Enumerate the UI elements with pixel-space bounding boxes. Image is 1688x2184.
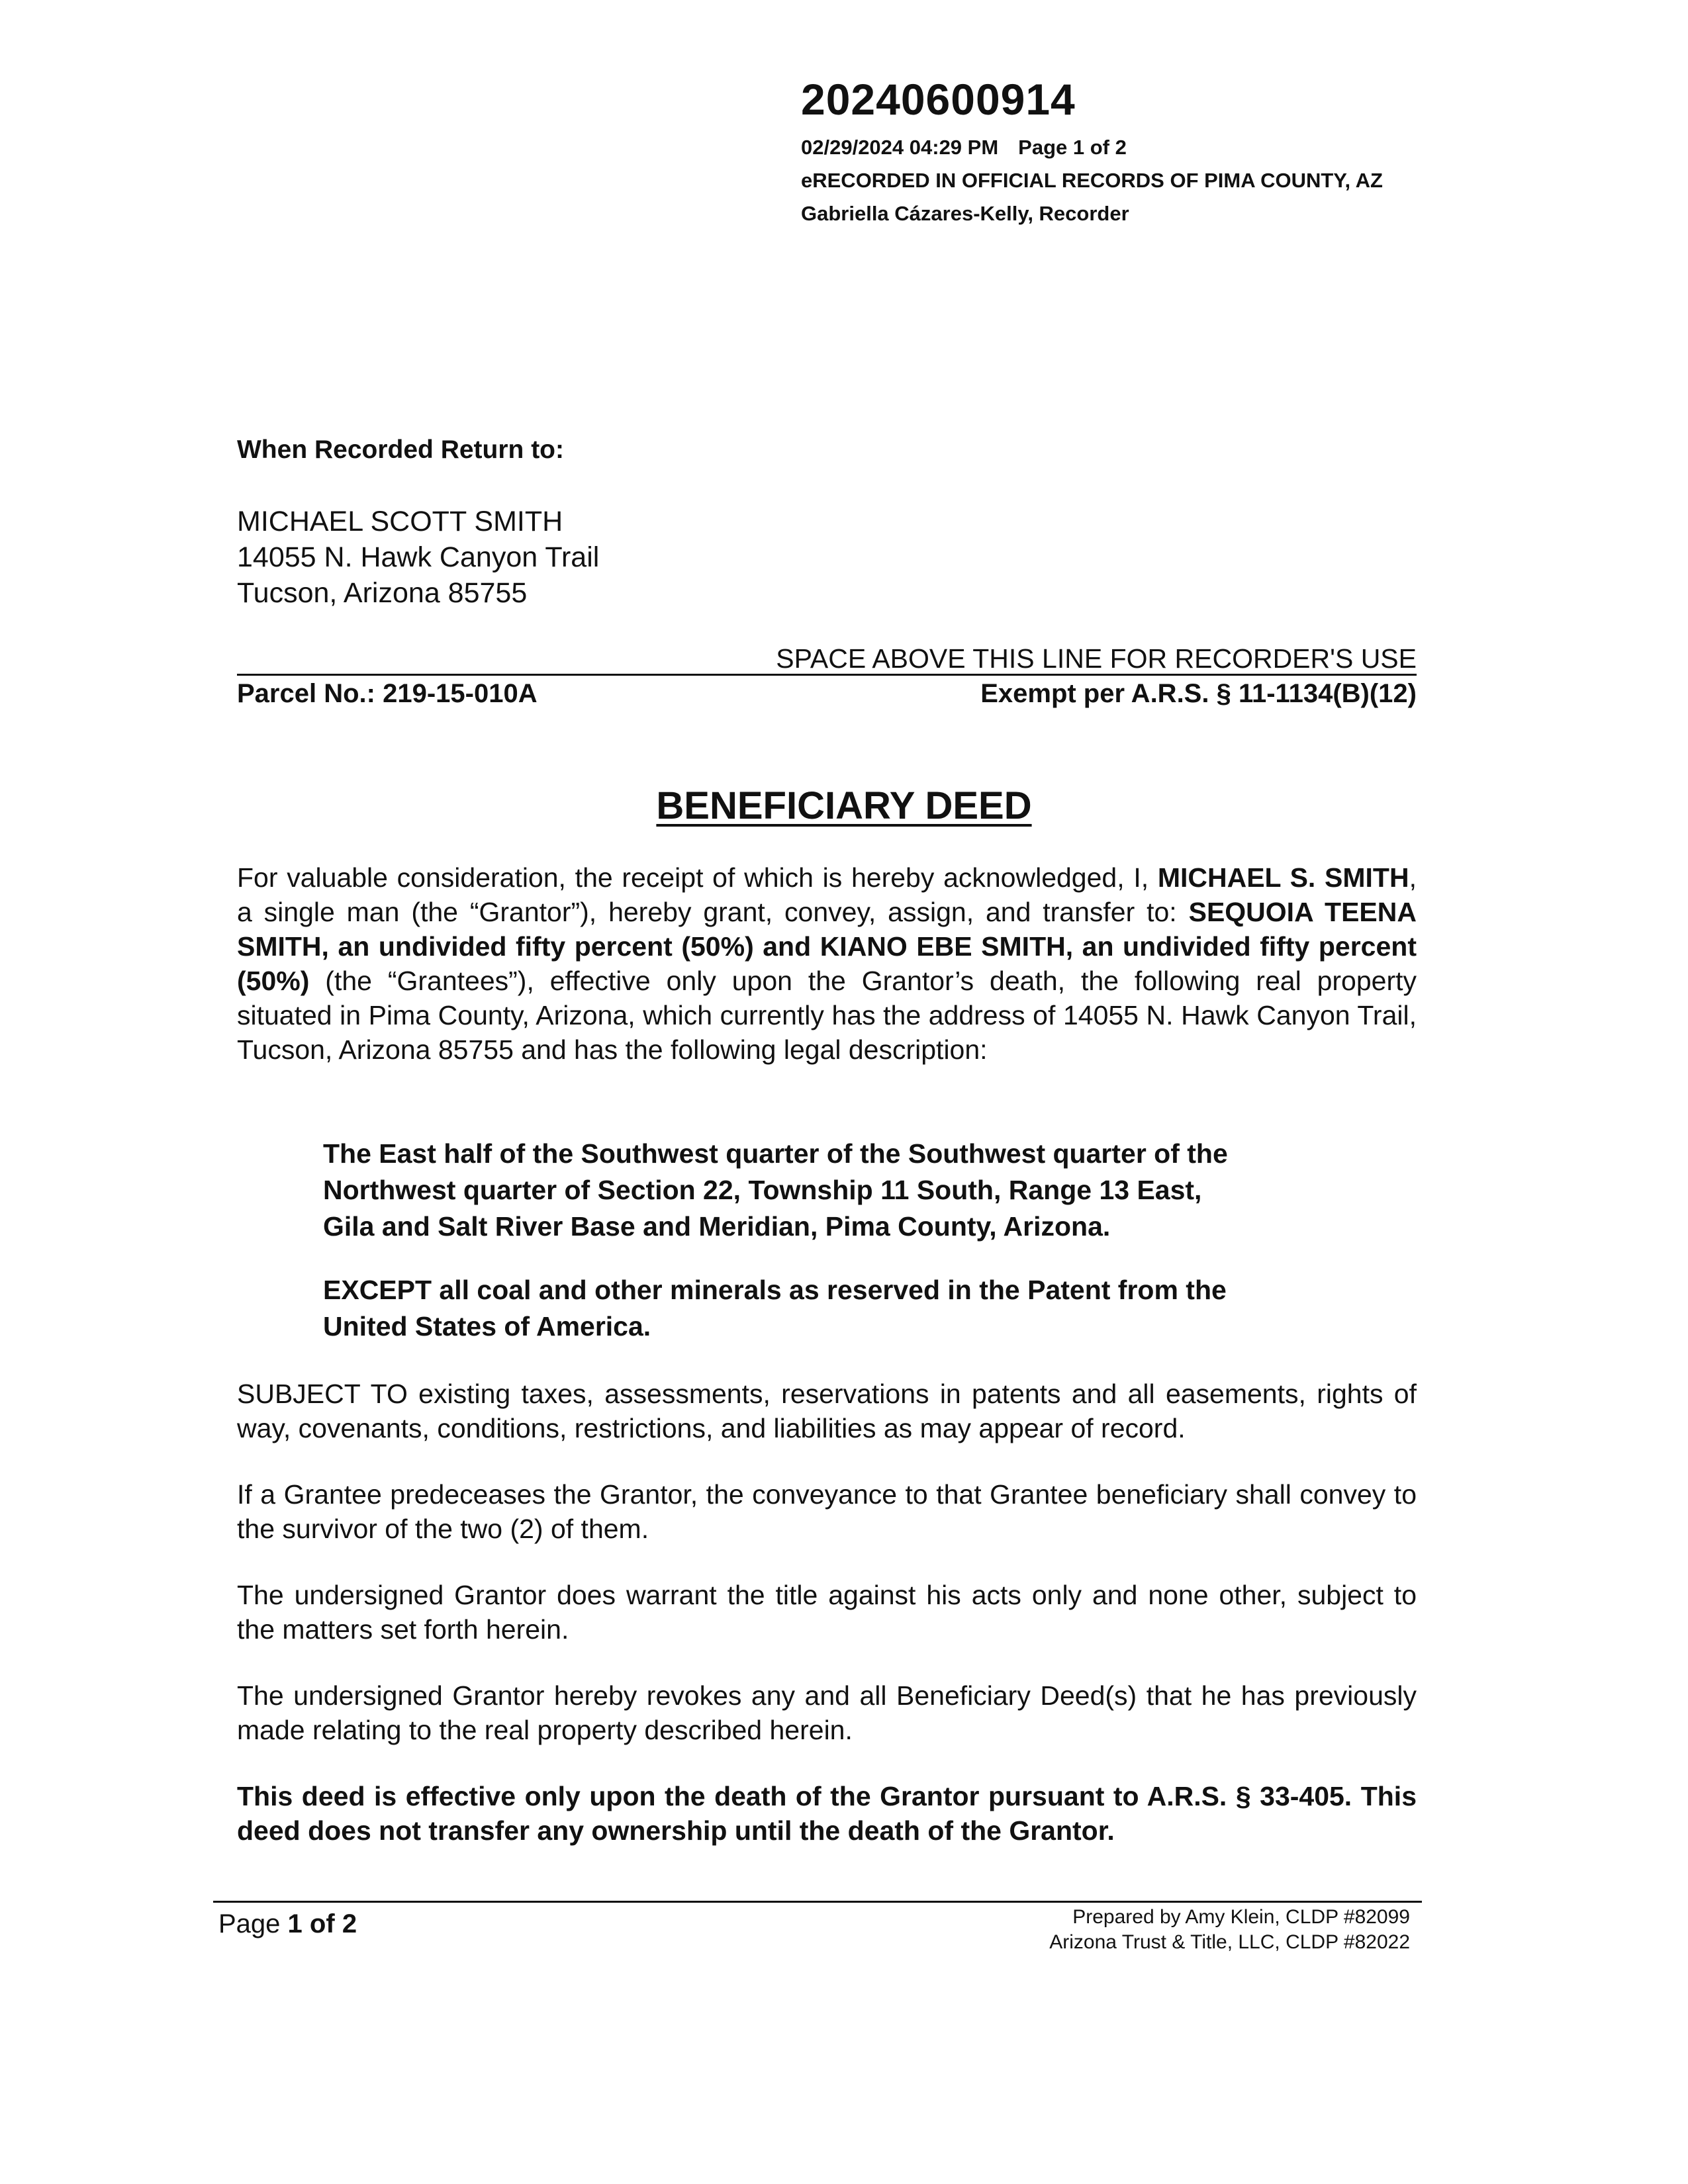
recording-recorder: Gabriella Cázares-Kelly, Recorder xyxy=(801,202,1129,225)
parcel-number: Parcel No.: 219-15-010A xyxy=(237,679,538,708)
revocation-paragraph: The undersigned Grantor hereby revokes any and all Beneficiary Deed(s) that he has previously made relating to the real property described herein. xyxy=(237,1680,1417,1745)
grant-text-2: , a single man (the “Grantor”), hereby grant, convey, assign, and transfer to: xyxy=(237,862,1417,927)
mineral-exception xyxy=(323,1272,1395,1345)
legal-line-2: Northwest quarter of Section 22, Township 11 South, Range 13 East, xyxy=(323,1175,1202,1205)
page-number xyxy=(218,1909,357,1939)
page-total: 2 xyxy=(342,1909,357,1938)
grant-text-1: For valuable consideration, the receipt of which is hereby acknowledged, I, xyxy=(237,862,1158,893)
recording-erecorded: eRECORDED IN OFFICIAL RECORDS OF PIMA COUNTY, AZ xyxy=(801,169,1383,192)
grant-paragraph xyxy=(237,860,1417,1067)
grant-text-3: (the “Grantees”), effective only upon the Grantor’s death, the following real property situated in Pima County, Arizona, which currently has the address of 14055 N. Hawk Canyon Trail, Tucson, Arizona 85755 and has the following legal description: xyxy=(237,966,1417,1065)
grantees: SEQUOIA TEENA SMITH, an undivided fifty percent (50%) and KIANO EBE SMITH, an undivided fifty percent (50%) xyxy=(237,897,1417,996)
subject-to-paragraph: SUBJECT TO existing taxes, assessments, reservations in patents and all easements, rights of way, covenants, conditions, restrictions, and liabilities as may appear of record. xyxy=(237,1379,1417,1443)
prepared-by: Prepared by Amy Klein, CLDP #82099 xyxy=(1072,1906,1410,1928)
page-word: Page xyxy=(218,1909,281,1938)
except-line-2: United States of America. xyxy=(323,1311,651,1342)
effective-paragraph: This deed is effective only upon the death of the Grantor pursuant to A.R.S. § 33-405. This deed does not transfer any ownership until the death of the Grantor. xyxy=(237,1781,1417,1846)
except-line-1: EXCEPT all coal and other minerals as reserved in the Patent from the xyxy=(323,1275,1227,1305)
document-title: BENEFICIARY DEED xyxy=(656,784,1032,827)
predeceases-paragraph: If a Grantee predeceases the Grantor, the conveyance to that Grantee beneficiary shall convey to the survivor of the two (2) of them. xyxy=(237,1479,1417,1544)
return-to-city: Tucson, Arizona 85755 xyxy=(237,577,528,609)
page-of: of xyxy=(309,1909,335,1938)
exemption: Exempt per A.R.S. § 11-1134(B)(12) xyxy=(980,679,1417,708)
warranty-paragraph: The undersigned Grantor does warrant the title against his acts only and none other, subject to the matters set forth herein. xyxy=(237,1580,1417,1645)
legal-description xyxy=(323,1136,1395,1245)
recorder-use-rule xyxy=(237,674,1417,676)
return-to-heading: When Recorded Return to: xyxy=(237,435,564,464)
document-title-wrap xyxy=(0,784,1688,828)
return-to-name: MICHAEL SCOTT SMITH xyxy=(237,506,563,537)
recording-datetime: 02/29/2024 04:29 PM xyxy=(801,136,999,159)
page-current: 1 xyxy=(287,1909,303,1938)
footer-rule xyxy=(213,1901,1422,1903)
legal-line-1: The East half of the Southwest quarter of the Southwest quarter of the xyxy=(323,1138,1228,1169)
grantor-name: MICHAEL S. SMITH xyxy=(1157,862,1409,893)
recorder-use-caption: SPACE ABOVE THIS LINE FOR RECORDER'S USE xyxy=(776,643,1417,674)
return-to-street: 14055 N. Hawk Canyon Trail xyxy=(237,541,600,573)
recording-datetime-line xyxy=(801,136,1127,159)
preparer-company: Arizona Trust & Title, LLC, CLDP #82022 xyxy=(1049,1931,1410,1953)
recording-number: 20240600914 xyxy=(801,75,1076,124)
recording-page: Page 1 of 2 xyxy=(1018,136,1127,159)
legal-line-3: Gila and Salt River Base and Meridian, Pima County, Arizona. xyxy=(323,1211,1111,1242)
